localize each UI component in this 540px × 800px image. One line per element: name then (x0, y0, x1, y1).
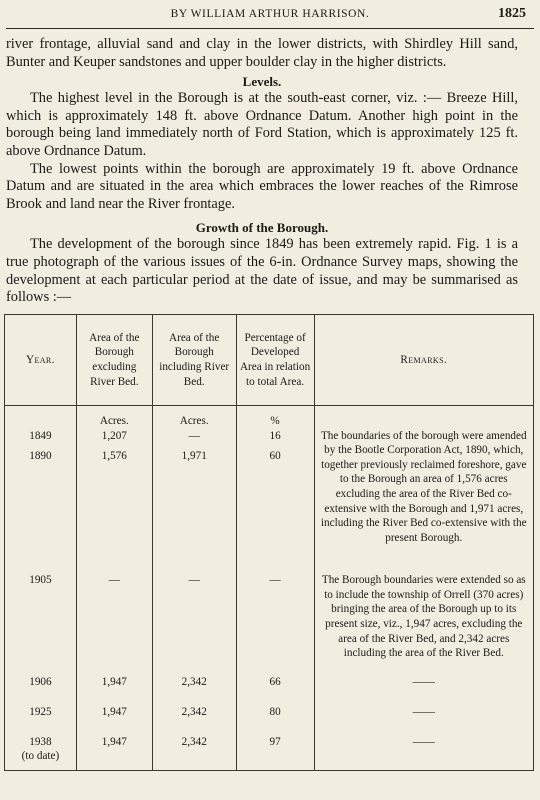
cell-incl: 2,342 (152, 705, 236, 735)
cell-excl: 1,947 (76, 705, 152, 735)
cell-excl: 1,947 (76, 735, 152, 771)
paragraph-lowest-level: The lowest points within the borough are approximately 19 ft. above Ordnance Datum and are situated in the area which embraces the lower reaches of the Rimrose Brook and land near the River frontage. (6, 160, 518, 212)
header-area-excluding: Area of the Borough excluding River Bed. (76, 315, 152, 406)
cell-excl: 1,947 (76, 675, 152, 705)
cell-incl: 1,971 (152, 443, 236, 573)
paragraph-highest-level: The highest level in the Borough is at the south-east corner, viz. :— Breeze Hill, which is approximately 148 ft. above Ordnance Datum. Another high point in the borough being land immediately north of Ford Station, which is approximately 125 ft. above Ordnance Datum. (6, 90, 518, 159)
cell-incl: — (152, 429, 236, 444)
page-number: 1825 (498, 6, 526, 21)
cell-remarks: The Borough boundaries were extended so as to include the township of Orrell (370 acres) bringing the area of the Borough up to its present size, viz., 1,947 acres, excluding the area of the River Bed, and 2,342 acres including the area of the River Bed. (314, 573, 533, 675)
cell-year: 1849 (5, 429, 77, 444)
cell-pct: 66 (236, 675, 314, 705)
cell-incl: 2,342 (152, 675, 236, 705)
unit-remarks-cell (314, 406, 533, 429)
cell-excl: — (76, 573, 152, 675)
heading-growth: Growth of the Borough. (195, 220, 329, 236)
body-text (6, 36, 518, 307)
cell-year (5, 735, 77, 771)
cell-year: 1906 (5, 675, 77, 705)
cell-remarks: —— (314, 675, 533, 705)
unit-year-cell (5, 406, 77, 429)
cell-incl: — (152, 573, 236, 675)
cell-year: 1925 (5, 705, 77, 735)
cell-incl: 2,342 (152, 735, 236, 771)
running-head: BY WILLIAM ARTHUR HARRISON. (170, 8, 370, 20)
header-rule (6, 28, 534, 29)
cell-excl: 1,576 (76, 443, 152, 573)
page-header (0, 6, 540, 26)
cell-remarks: —— (314, 705, 533, 735)
cell-pct: 97 (236, 735, 314, 771)
units-row (5, 406, 534, 429)
header-year: Year. (5, 315, 77, 406)
header-area-including: Area of the Borough including River Bed. (152, 315, 236, 406)
year-value: 1938 (29, 735, 52, 748)
table-row (5, 675, 534, 705)
cell-year: 1905 (5, 573, 77, 675)
cell-year: 1890 (5, 443, 77, 573)
unit-pct: % (236, 406, 314, 429)
table-row (5, 429, 534, 444)
table-row (5, 705, 534, 735)
year-note: (to date) (21, 750, 60, 763)
table-row (5, 735, 534, 771)
unit-excl: Acres. (76, 406, 152, 429)
unit-incl: Acres. (152, 406, 236, 429)
heading-levels: Levels. (242, 74, 282, 90)
table-header-row (5, 315, 534, 406)
cell-remarks: The boundaries of the borough were amended by the Bootle Corporation Act, 1890, which, together previously reclaimed foreshore, gave to the Borough an area of 1,576 acres excluding the area of the River Bed co-extensive with the Borough and 1,971 acres, including the River Bed co-extensive with the present Borough. (314, 429, 533, 574)
borough-area-table (4, 314, 534, 771)
table-row (5, 573, 534, 675)
cell-pct: 60 (236, 443, 314, 573)
paragraph-development: The development of the borough since 1849 has been extremely rapid. Fig. 1 is a true photograph of the various issues of the 6-in. Ordnance Survey maps, showing the development at each particular period at the date of issue, and may be summarised as follows :— (6, 236, 518, 306)
cell-remarks: —— (314, 735, 533, 771)
cell-excl: 1,207 (76, 429, 152, 444)
cell-pct: 80 (236, 705, 314, 735)
paragraph-geology-continued: river frontage, alluvial sand and clay in the lower districts, with Shirdley Hill sand, Bunter and Keuper sandstones and upper boulder clay in the higher districts. (6, 36, 518, 70)
cell-pct: — (236, 573, 314, 675)
header-percentage: Percentage of Developed Area in relation to total Area. (236, 315, 314, 406)
header-remarks: Remarks. (314, 315, 533, 406)
cell-pct: 16 (236, 429, 314, 444)
